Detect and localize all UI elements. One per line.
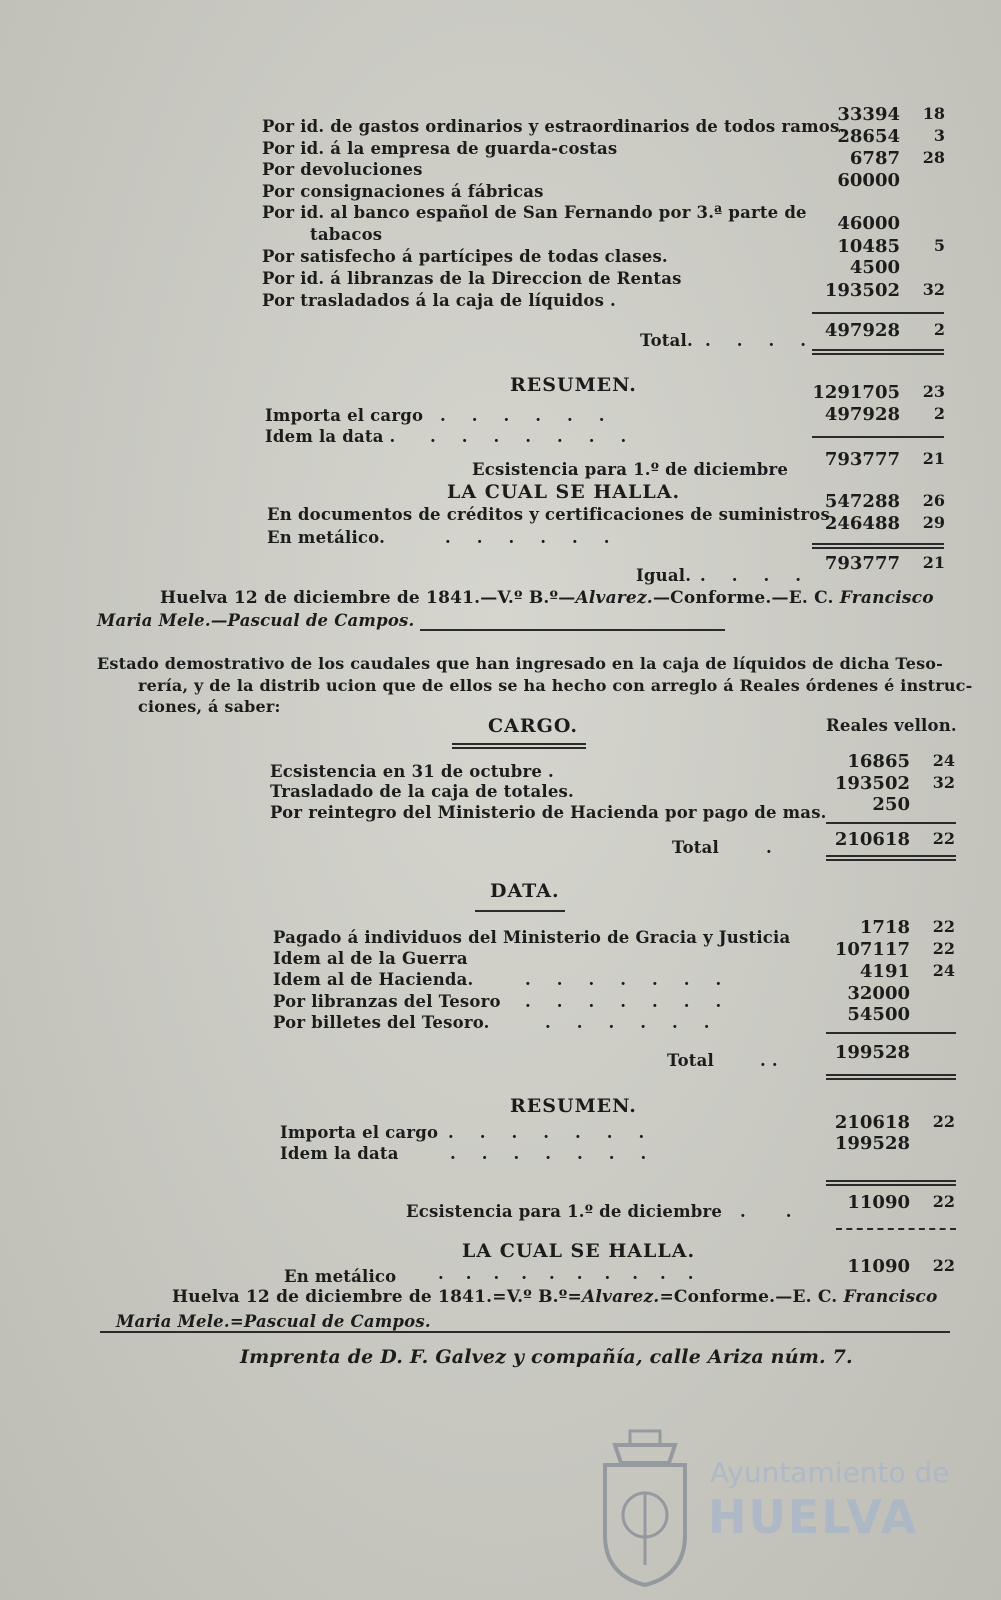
leader-dots: ......: [445, 528, 636, 547]
hall-cents: 26: [922, 491, 945, 510]
signature-names: Maria Mele.=Pascual de Campos.: [116, 1312, 431, 1331]
cargo-label: Trasladado de la caja de totales.: [270, 782, 574, 801]
resumen-cents: 23: [922, 382, 945, 401]
metalico-amount: 11090: [847, 1256, 910, 1277]
total-cents: 2: [933, 320, 945, 339]
double-divider: [826, 1180, 956, 1186]
cual-heading: LA CUAL SE HALLA.: [462, 1240, 696, 1262]
data-amount: 1718: [859, 917, 910, 938]
cargo-label: Por reintegro del Ministerio de Hacienda por pago de mas.: [270, 803, 827, 822]
row-cents: 32: [922, 280, 945, 299]
divider: [826, 1032, 956, 1034]
data-heading: DATA.: [490, 880, 560, 902]
hall-cents: 29: [922, 513, 945, 532]
hall-label: En metálico.: [267, 528, 386, 547]
divider: [420, 629, 725, 631]
imprint-line: Imprenta de D. F. Galvez y compañía, calle Ariza núm. 7.: [240, 1346, 853, 1368]
divider: [812, 436, 944, 438]
leader-dots: .......: [448, 1123, 671, 1142]
data-amount: 32000: [847, 983, 910, 1004]
igual-amount: 793777: [824, 553, 900, 574]
leader-dots: .: [766, 838, 772, 857]
watermark-logo-text: HUELVA: [708, 1490, 919, 1544]
cargo-amount: 193502: [834, 773, 910, 794]
data-cents: 22: [932, 917, 955, 936]
leader-dots: .......: [430, 427, 653, 446]
row-label: Por devoluciones: [262, 160, 423, 179]
double-divider: [826, 1074, 956, 1080]
cargo-label: Ecsistencia en 31 de octubre .: [270, 762, 554, 781]
leader-dots: ..: [740, 1202, 832, 1221]
row-amount: 10485: [837, 236, 900, 257]
row-label: Por id. al banco español de San Fernando por 3.ª parte de: [262, 203, 807, 222]
leader-dots: ....: [705, 331, 832, 350]
signature-line: Huelva 12 de diciembre de 1841.—V.º B.º—Alvarez.—Conforme.—E. C. Francisco: [160, 588, 934, 608]
row-amount: 46000: [837, 213, 900, 234]
intro-line: Estado demostrativo de los caudales que han ingresado en la caja de líquidos de dicha Teso-: [97, 654, 943, 673]
resumen-label: Idem la data: [280, 1144, 399, 1163]
resumen-cents: 22: [932, 1112, 955, 1131]
resumen-amount: 1291705: [812, 382, 900, 403]
data-cents: 22: [932, 939, 955, 958]
watermark-text: Ayuntamiento de: [710, 1456, 950, 1489]
cargo-amount: 250: [872, 794, 910, 815]
double-divider: [452, 743, 586, 749]
resumen-label: Importa el cargo: [265, 406, 424, 425]
divider: [812, 312, 944, 314]
double-divider: [812, 349, 944, 355]
total-amount: 497928: [824, 320, 900, 341]
resumen-amount: 210618: [834, 1112, 910, 1133]
row-cents: 18: [922, 104, 945, 123]
data-amount: 4191: [859, 961, 910, 982]
leader-dots: ......: [440, 406, 631, 425]
hall-amount: 246488: [824, 513, 900, 534]
cargo-cents: 24: [932, 751, 955, 770]
hall-label: En documentos de créditos y certificaciones de suministros: [267, 505, 830, 524]
metalico-label: En metálico: [284, 1267, 397, 1286]
cargo-heading: CARGO.: [488, 715, 578, 737]
existencia-label: Ecsistencia para 1.º de diciembre: [406, 1202, 723, 1221]
existencia-amount: 793777: [824, 449, 900, 470]
data-label: Idem al de la Guerra: [273, 949, 468, 968]
igual-label: Igual.: [636, 566, 692, 585]
data-amount: 107117: [834, 939, 910, 960]
intro-line: rería, y de la distrib ucion que de ellos se ha hecho con arreglo á Reales órdenes é instruc-: [138, 676, 973, 695]
row-label: tabacos: [310, 225, 383, 244]
data-label: Por billetes del Tesoro.: [273, 1013, 490, 1032]
data-label: Idem al de Hacienda.: [273, 970, 474, 989]
divider: [475, 910, 565, 912]
row-label: Por consignaciones á fábricas: [262, 182, 544, 201]
resumen-heading: RESUMEN.: [510, 1095, 637, 1117]
currency-header: Reales vellon.: [826, 716, 957, 735]
divider: [826, 822, 956, 824]
row-label: Por satisfecho á partícipes de todas clases.: [262, 247, 668, 266]
row-cents: 5: [933, 236, 945, 255]
leader-dots: ..........: [438, 1264, 716, 1283]
cual-heading: LA CUAL SE HALLA.: [447, 481, 681, 503]
divider: [100, 1331, 950, 1333]
data-label: Pagado á individuos del Ministerio de Gracia y Justicia: [273, 928, 791, 947]
leader-dots: . .: [760, 1051, 778, 1070]
data-cents: 24: [932, 961, 955, 980]
row-cents: 28: [922, 148, 945, 167]
cargo-total-cents: 22: [932, 829, 955, 848]
leader-dots: .......: [525, 992, 748, 1011]
coat-of-arms-icon: [585, 1425, 705, 1590]
hall-amount: 547288: [824, 491, 900, 512]
resumen-label: Idem la data .: [265, 427, 396, 446]
resumen-heading: RESUMEN.: [510, 374, 637, 396]
leader-dots: ....: [700, 566, 827, 585]
total-label: Total.: [640, 331, 693, 350]
divider: [836, 1228, 956, 1230]
row-label: Por id. de gastos ordinarios y estraordinarios de todos ramos.: [262, 117, 846, 136]
cargo-cents: 32: [932, 773, 955, 792]
signature-line: Huelva 12 de diciembre de 1841.=V.º B.º=Alvarez.=Conforme.—E. C. Francisco: [172, 1287, 938, 1307]
leader-dots: .......: [525, 970, 748, 989]
existencia-label: Ecsistencia para 1.º de diciembre: [472, 460, 789, 479]
row-amount: 28654: [837, 126, 900, 147]
cargo-total-label: Total: [672, 838, 719, 857]
existencia-cents: 21: [922, 449, 945, 468]
igual-cents: 21: [922, 553, 945, 572]
double-divider: [812, 543, 944, 549]
data-total-label: Total: [667, 1051, 714, 1070]
cargo-amount: 16865: [847, 751, 910, 772]
row-label: Por trasladados á la caja de líquidos .: [262, 291, 616, 310]
resumen-amount: 497928: [824, 404, 900, 425]
intro-line: ciones, á saber:: [138, 697, 281, 716]
row-amount: 4500: [849, 257, 900, 278]
row-amount: 6787: [849, 148, 900, 169]
data-total-amount: 199528: [834, 1042, 910, 1063]
leader-dots: ......: [545, 1013, 736, 1032]
row-amount: 193502: [824, 280, 900, 301]
double-divider: [826, 855, 956, 861]
resumen-label: Importa el cargo: [280, 1123, 439, 1142]
row-amount: 60000: [837, 170, 900, 191]
leader-dots: .......: [450, 1144, 673, 1163]
resumen-cents: 2: [933, 404, 945, 423]
metalico-cents: 22: [932, 1256, 955, 1275]
cargo-total-amount: 210618: [834, 829, 910, 850]
row-label: Por id. á libranzas de la Direccion de Rentas: [262, 269, 682, 288]
signature-names: Maria Mele.—Pascual de Campos.: [97, 611, 415, 630]
data-amount: 54500: [847, 1004, 910, 1025]
row-cents: 3: [933, 126, 945, 145]
existencia-cents: 22: [932, 1192, 955, 1211]
row-amount: 33394: [837, 104, 900, 125]
existencia-amount: 11090: [847, 1192, 910, 1213]
data-label: Por libranzas del Tesoro: [273, 992, 501, 1011]
resumen-amount: 199528: [834, 1133, 910, 1154]
row-label: Por id. á la empresa de guarda-costas: [262, 139, 618, 158]
